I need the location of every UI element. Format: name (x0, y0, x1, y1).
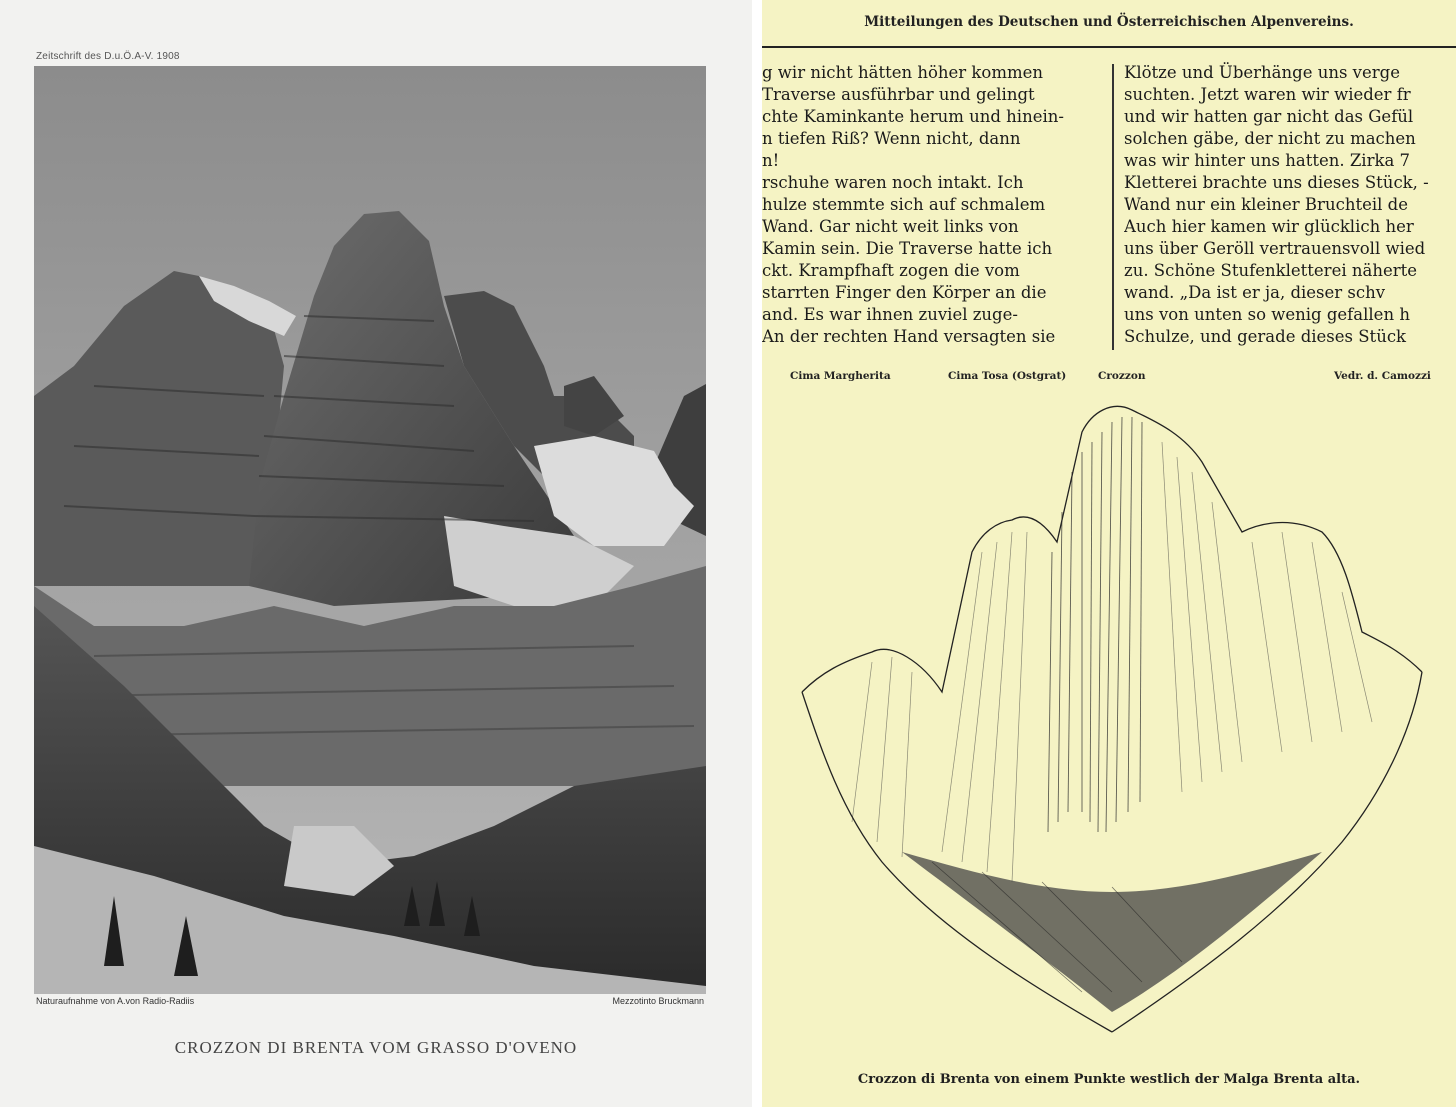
engraving-caption: Crozzon di Brenta von einem Punkte westlich der Malga Brenta alta. (857, 1072, 1361, 1087)
text-line: Kletterei brachte uns dieses Stück, - (1124, 173, 1429, 192)
label-vedr-camozzi: Vedr. d. Camozzi (1334, 370, 1431, 382)
text-column-left (762, 62, 1100, 348)
photo-credit: Naturaufnahme von A.von Radio-Radiis (36, 996, 195, 1006)
text-line: uns von unten so wenig gefallen h (1124, 305, 1410, 324)
text-line: chte Kaminkante herum und hinein- (762, 107, 1064, 126)
text-line: solchen gäbe, der nicht zu machen (1124, 129, 1416, 148)
text-line: hulze stemmte sich auf schmalem (762, 195, 1046, 214)
text-line: g wir nicht hätten höher kommen (762, 63, 1044, 82)
mountain-photograph (34, 66, 706, 994)
text-line: rschuhe waren noch intakt. Ich (762, 173, 1024, 192)
text-line: An der rechten Hand versagten sie (762, 327, 1056, 346)
text-line: ckt. Krampfhaft zogen die vom (762, 261, 1020, 280)
text-line: zu. Schöne Stufenkletterei näherte (1124, 261, 1417, 280)
text-line: Klötze und Überhänge uns verge (1124, 63, 1400, 82)
text-line: Wand. Gar nicht weit links von (762, 217, 1019, 236)
text-line: wand. „Da ist er ja, dieser schv (1124, 283, 1386, 302)
print-credit: Mezzotinto Bruckmann (612, 996, 704, 1006)
plate-caption: CROZZON DI BRENTA VOM GRASSO D'OVENO (174, 1038, 578, 1057)
text-line: Traverse ausführbar und gelingt (762, 85, 1035, 104)
header-rule (762, 46, 1456, 48)
text-line: Wand nur ein kleiner Bruchteil de (1124, 195, 1408, 214)
text-line: uns über Geröll vertrauensvoll wied (1124, 239, 1426, 258)
label-cima-tosa: Cima Tosa (Ostgrat) (948, 370, 1067, 382)
text-line: Auch hier kamen wir glücklich her (1124, 217, 1414, 236)
plate-header: Zeitschrift des D.u.Ö.A-V. 1908 (36, 51, 180, 62)
text-line: n! (762, 151, 780, 170)
label-cima-margherita: Cima Margherita (790, 370, 891, 382)
text-line: Kamin sein. Die Traverse hatte ich (762, 239, 1053, 258)
text-line: und wir hatten gar nicht das Gefül (1124, 107, 1414, 126)
mountain-engraving (782, 392, 1452, 1062)
journal-page (762, 0, 1456, 1107)
running-head: Mitteilungen des Deutschen und Österreichischen Alpenvereins. (864, 14, 1354, 30)
page-divider (752, 0, 762, 1107)
label-crozzon: Crozzon (1098, 370, 1146, 382)
text-line: n tiefen Riß? Wenn nicht, dann (762, 129, 1021, 148)
text-line: Schulze, und gerade dieses Stück (1124, 327, 1407, 346)
text-column-right (1124, 62, 1456, 348)
text-line: was wir hinter uns hatten. Zirka 7 (1124, 151, 1411, 170)
text-line: suchten. Jetzt waren wir wieder fr (1124, 85, 1411, 104)
text-line: and. Es war ihnen zuviel zuge- (762, 305, 1018, 324)
column-rule (1112, 64, 1114, 350)
text-line: starrten Finger den Körper an die (762, 283, 1047, 302)
